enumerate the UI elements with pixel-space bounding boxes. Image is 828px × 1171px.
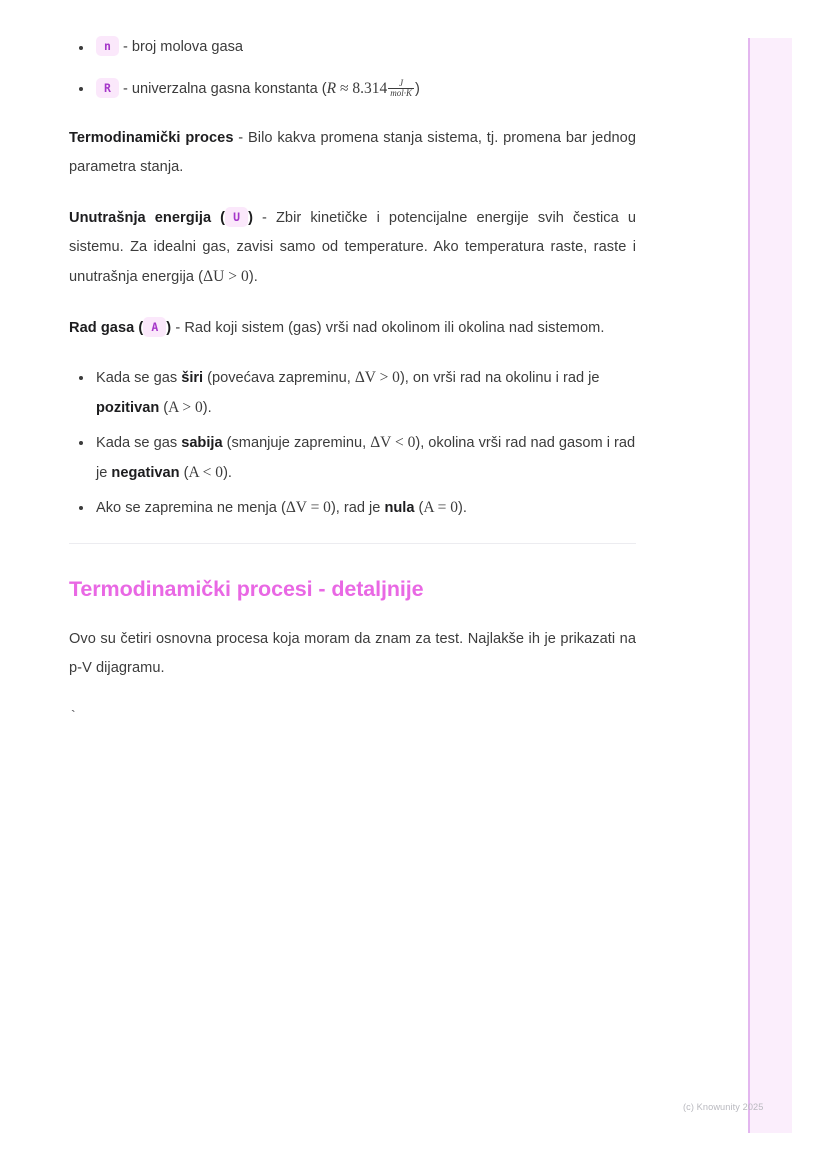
bullet-mid3: ( (159, 400, 169, 416)
paragraph-process-body: - Bilo kakva promena stanja sistema, tj. promena bar jednog parametra stanja. (69, 130, 637, 175)
definition-text-n: - broj molova gasa (118, 39, 244, 55)
document-content (69, 33, 636, 725)
list-item (69, 493, 636, 523)
list-item (69, 363, 636, 423)
term-work-close: ) (166, 320, 172, 336)
stray-backtick-marker: ` (71, 707, 76, 723)
code-badge-a: A (143, 317, 166, 337)
formula-lhs: R (326, 80, 337, 97)
code-badge-r: R (96, 78, 119, 98)
list-item (69, 74, 636, 104)
paragraph-internal-energy-body: - Zbir kinetičke i potencijalne energije svih čestica u sistemu. Za idealni gas, zavisi samo od temperature. Ako temperatura raste, raste i unutrašnja energija ( (69, 210, 636, 285)
bullet-math-2: A < 0 (188, 464, 224, 481)
bullet-pre: Kada se gas (96, 370, 182, 386)
code-badge-n: n (96, 36, 119, 56)
section-intro-paragraph: Ovo su četiri osnovna procesa koja moram da znam za test. Najlakše ih je prikazati na p-V dijagramu. (69, 631, 636, 676)
bullet-math-2: A = 0 (423, 499, 458, 516)
bullet-post: ). (457, 500, 467, 516)
bullet-math-1: ΔV > 0 (354, 369, 400, 386)
term-process: Termodinamički proces (69, 130, 234, 146)
bullet-post: ). (202, 400, 212, 416)
paragraph-work-body: - Rad koji sistem (gas) vrši nad okolinom ili okolina nad sistemom. (171, 320, 605, 336)
gas-constant-formula (326, 77, 415, 98)
formula-approx: ≈ (339, 80, 349, 97)
bullet-bold: širi (181, 370, 204, 386)
bullet-mid: (povećava zapreminu, (203, 370, 355, 386)
bullet-mid: (smanjuje zapreminu, (222, 435, 371, 451)
bullet-mid3: ( (179, 465, 189, 481)
bullet-bold-2: pozitivan (96, 400, 160, 416)
paragraph-internal-energy (69, 204, 636, 292)
bullet-mid2: ), rad je (330, 500, 385, 516)
section-divider (69, 543, 636, 544)
paragraph-work (69, 314, 636, 343)
section-heading: Termodinamički procesi - detaljnije (69, 577, 424, 601)
bullet-post: ). (223, 465, 232, 481)
footer-copyright: (c) Knowunity 2025 (683, 1102, 764, 1112)
bullet-math-1: ΔV < 0 (370, 434, 416, 451)
fraction-denominator: mol·K (390, 87, 412, 98)
bullet-pre: Ako se zapremina ne menja ( (96, 500, 286, 516)
code-badge-u: U (225, 207, 248, 227)
term-internal-energy-close: ) (248, 210, 253, 226)
list-item (69, 428, 636, 488)
bullet-mid3: ( (414, 500, 424, 516)
formula-value: 8.314 (352, 80, 388, 97)
formula-fraction (388, 79, 414, 99)
fraction-numerator: J (388, 79, 414, 89)
bullet-bold-2: nula (384, 500, 415, 516)
bullet-pre: Kada se gas (96, 435, 182, 451)
bullet-bold-2: negativan (111, 465, 180, 481)
work-bullet-list (69, 363, 636, 523)
definition-text-r-close: ) (415, 81, 420, 97)
bullet-mid2: ), okolina vrši rad nad gasom i rad je (96, 435, 636, 481)
bullet-mid2: ), on vrši rad na okolinu i rad je (399, 370, 600, 386)
definitions-list (69, 33, 636, 104)
math-delta-u: ΔU > 0 (203, 268, 249, 285)
bullet-math-2: A > 0 (168, 399, 203, 416)
bullet-bold: sabija (181, 435, 223, 451)
term-internal-energy: Unutrašnja energija ( (69, 210, 226, 226)
paragraph-process (69, 124, 636, 182)
term-work: Rad gasa ( (69, 320, 144, 336)
paragraph-internal-energy-close: ). (248, 269, 258, 285)
bullet-math-1: ΔV = 0 (285, 499, 331, 516)
definition-text-r: - univerzalna gasna konstanta ( (118, 81, 327, 97)
list-item (69, 33, 636, 62)
right-side-panel (750, 38, 792, 1133)
